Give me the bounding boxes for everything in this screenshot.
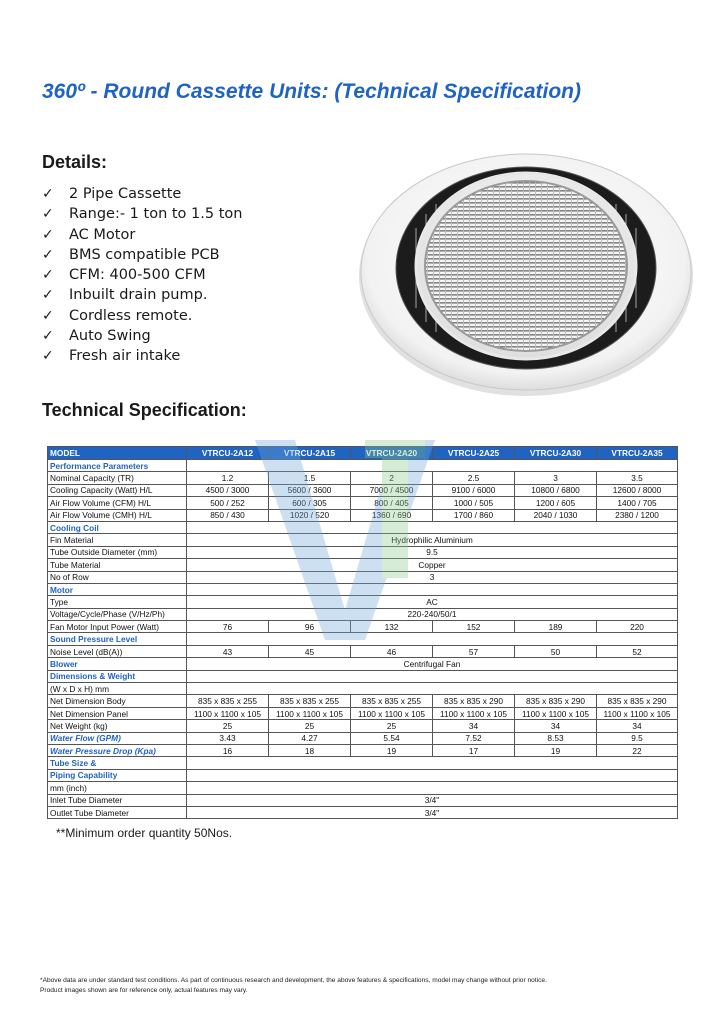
table-cell: 1700 / 860 xyxy=(433,509,515,521)
table-cell: 18 xyxy=(269,744,351,756)
table-cell: 50 xyxy=(515,645,597,657)
checkmark-icon: ✓ xyxy=(42,328,54,345)
table-cell: 12600 / 8000 xyxy=(597,484,678,496)
table-cell: 835 x 835 x 255 xyxy=(269,695,351,707)
row-label: Blower xyxy=(48,658,187,670)
table-cell: 132 xyxy=(351,621,433,633)
row-label: Tube Outside Diameter (mm) xyxy=(48,546,187,558)
table-cell: 835 x 835 x 255 xyxy=(187,695,269,707)
header-model: MODEL xyxy=(48,447,187,460)
details-item xyxy=(42,285,242,305)
table-row xyxy=(48,472,678,484)
details-item-text: BMS compatible PCB xyxy=(69,246,220,263)
details-item xyxy=(42,346,242,366)
table-row xyxy=(48,695,678,707)
details-item xyxy=(42,265,242,285)
details-item xyxy=(42,306,242,326)
header-model-6: VTRCU-2A35 xyxy=(597,447,678,460)
row-label: Fan Motor Input Power (Watt) xyxy=(48,621,187,633)
table-cell: 19 xyxy=(515,744,597,756)
footer-disclaimer xyxy=(40,976,690,996)
table-cell-span: 3/4" xyxy=(187,794,678,806)
table-cell-span: Copper xyxy=(187,559,678,571)
footer-line-2: Product images shown are for reference only, actual features may vary. xyxy=(40,987,248,994)
details-heading: Details: xyxy=(42,152,108,172)
table-cell: 57 xyxy=(433,645,515,657)
table-cell: 76 xyxy=(187,621,269,633)
row-label: Cooling Coil xyxy=(48,521,187,533)
table-body xyxy=(48,460,678,819)
table-cell: 22 xyxy=(597,744,678,756)
table-cell: 3.5 xyxy=(597,472,678,484)
table-cell: 835 x 835 x 290 xyxy=(515,695,597,707)
checkmark-icon: ✓ xyxy=(42,267,54,284)
round-cassette-unit-image xyxy=(356,148,696,398)
row-label: Nominal Capacity (TR) xyxy=(48,472,187,484)
table-cell-span xyxy=(187,460,678,472)
table-cell: 1000 / 505 xyxy=(433,497,515,509)
row-label: Water Pressure Drop (Kpa) xyxy=(48,744,187,756)
table-cell: 1.2 xyxy=(187,472,269,484)
table-cell: 600 / 305 xyxy=(269,497,351,509)
table-row xyxy=(48,460,678,472)
table-cell-span: Centrifugal Fan xyxy=(187,658,678,670)
details-item-text: Range:- 1 ton to 1.5 ton xyxy=(69,206,243,223)
table-cell: 500 / 252 xyxy=(187,497,269,509)
table-cell: 835 x 835 x 290 xyxy=(597,695,678,707)
row-label: Piping Capability xyxy=(48,769,187,781)
table-cell-span xyxy=(187,769,678,781)
table-cell: 5600 / 3600 xyxy=(269,484,351,496)
table-cell: 2380 / 1200 xyxy=(597,509,678,521)
table-cell: 19 xyxy=(351,744,433,756)
checkmark-icon: ✓ xyxy=(42,307,54,324)
table-cell: 3 xyxy=(515,472,597,484)
table-row xyxy=(48,782,678,794)
table-row xyxy=(48,757,678,769)
checkmark-icon: ✓ xyxy=(42,186,54,202)
table-row xyxy=(48,707,678,719)
row-label: Cooling Capacity (Watt) H/L xyxy=(48,484,187,496)
table-cell: 34 xyxy=(597,720,678,732)
details-item xyxy=(42,184,242,204)
table-cell: 2.5 xyxy=(433,472,515,484)
details-item-text: Cordless remote. xyxy=(69,307,193,324)
table-cell-span: AC xyxy=(187,596,678,608)
row-label: Tube Material xyxy=(48,559,187,571)
table-row xyxy=(48,732,678,744)
header-model-5: VTRCU-2A30 xyxy=(515,447,597,460)
header-model-4: VTRCU-2A25 xyxy=(433,447,515,460)
details-item xyxy=(42,225,242,245)
spec-heading: Technical Specification: xyxy=(42,400,247,420)
row-label: Net Dimension Body xyxy=(48,695,187,707)
table-cell: 1100 x 1100 x 105 xyxy=(515,707,597,719)
table-row xyxy=(48,645,678,657)
minimum-order-note: **Minimum order quantity 50Nos. xyxy=(56,826,233,840)
table-cell: 4500 / 3000 xyxy=(187,484,269,496)
details-item-text: 2 Pipe Cassette xyxy=(69,186,182,202)
table-cell: 3.43 xyxy=(187,732,269,744)
table-cell-span xyxy=(187,583,678,595)
table-cell: 7.52 xyxy=(433,732,515,744)
table-cell: 835 x 835 x 255 xyxy=(351,695,433,707)
row-label: Tube Size & xyxy=(48,757,187,769)
row-label: Net Weight (kg) xyxy=(48,720,187,732)
checkmark-icon: ✓ xyxy=(42,226,54,243)
row-label: Net Dimension Panel xyxy=(48,707,187,719)
row-label: Air Flow Volume (CFM) H/L xyxy=(48,497,187,509)
table-cell: 220 xyxy=(597,621,678,633)
details-item xyxy=(42,204,242,224)
table-row xyxy=(48,744,678,756)
footer-line-1: *Above data are under standard test conditions. As part of continuous research and development, the above features & specifications, model may change without prior notice. xyxy=(40,977,547,984)
table-row xyxy=(48,621,678,633)
row-label: No of Row xyxy=(48,571,187,583)
table-cell: 1100 x 1100 x 105 xyxy=(269,707,351,719)
table-cell: 16 xyxy=(187,744,269,756)
table-cell-span xyxy=(187,633,678,645)
table-cell: 4.27 xyxy=(269,732,351,744)
table-cell: 25 xyxy=(269,720,351,732)
table-cell: 1100 x 1100 x 105 xyxy=(187,707,269,719)
row-label: Performance Parameters xyxy=(48,460,187,472)
table-cell: 1100 x 1100 x 105 xyxy=(351,707,433,719)
table-cell: 96 xyxy=(269,621,351,633)
row-label: Fin Material xyxy=(48,534,187,546)
table-row xyxy=(48,769,678,781)
details-item xyxy=(42,326,242,346)
table-cell: 43 xyxy=(187,645,269,657)
row-label: Dimensions & Weight xyxy=(48,670,187,682)
table-cell: 1200 / 605 xyxy=(515,497,597,509)
row-label: Type xyxy=(48,596,187,608)
table-cell-span xyxy=(187,757,678,769)
table-row xyxy=(48,509,678,521)
row-label: Voltage/Cycle/Phase (V/Hz/Ph) xyxy=(48,608,187,620)
table-cell: 46 xyxy=(351,645,433,657)
table-row xyxy=(48,608,678,620)
table-row xyxy=(48,497,678,509)
details-item xyxy=(42,245,242,265)
table-row xyxy=(48,546,678,558)
table-row xyxy=(48,806,678,818)
table-cell: 9.5 xyxy=(597,732,678,744)
header-model-2: VTRCU-2A15 xyxy=(269,447,351,460)
row-label: Sound Pressure Level xyxy=(48,633,187,645)
table-cell: 25 xyxy=(351,720,433,732)
table-row xyxy=(48,633,678,645)
table-header-row xyxy=(48,447,678,460)
spec-table xyxy=(47,446,678,819)
details-item-text: CFM: 400-500 CFM xyxy=(69,267,206,284)
table-row xyxy=(48,534,678,546)
checkmark-icon: ✓ xyxy=(42,348,54,365)
row-label: Noise Level (dB(A)) xyxy=(48,645,187,657)
details-item-text: Fresh air intake xyxy=(69,348,181,365)
table-cell: 7000 / 4500 xyxy=(351,484,433,496)
row-label: mm (inch) xyxy=(48,782,187,794)
table-cell: 25 xyxy=(187,720,269,732)
table-row xyxy=(48,596,678,608)
table-row xyxy=(48,521,678,533)
table-cell: 52 xyxy=(597,645,678,657)
table-cell: 10800 / 6800 xyxy=(515,484,597,496)
table-cell: 850 / 430 xyxy=(187,509,269,521)
table-cell: 1020 / 520 xyxy=(269,509,351,521)
table-row xyxy=(48,583,678,595)
table-cell: 17 xyxy=(433,744,515,756)
table-cell: 5.54 xyxy=(351,732,433,744)
table-cell: 2040 / 1030 xyxy=(515,509,597,521)
table-cell: 1100 x 1100 x 105 xyxy=(597,707,678,719)
table-row xyxy=(48,794,678,806)
table-cell-span: 3/4" xyxy=(187,806,678,818)
details-item-text: AC Motor xyxy=(69,226,136,243)
table-cell: 189 xyxy=(515,621,597,633)
table-cell: 835 x 835 x 290 xyxy=(433,695,515,707)
header-model-1: VTRCU-2A12 xyxy=(187,447,269,460)
details-list xyxy=(42,184,242,367)
table-cell-span: Hydrophilic Aluminium xyxy=(187,534,678,546)
row-label: Motor xyxy=(48,583,187,595)
table-cell-span: 220-240/50/1 xyxy=(187,608,678,620)
page-title: 360º - Round Cassette Units: (Technical Specification) xyxy=(42,80,581,103)
table-cell: 9100 / 6000 xyxy=(433,484,515,496)
table-cell-span xyxy=(187,521,678,533)
table-cell: 8.53 xyxy=(515,732,597,744)
row-label: Outlet Tube Diameter xyxy=(48,806,187,818)
checkmark-icon: ✓ xyxy=(42,287,54,304)
table-cell: 152 xyxy=(433,621,515,633)
table-row xyxy=(48,683,678,695)
table-row xyxy=(48,720,678,732)
table-cell: 1400 / 705 xyxy=(597,497,678,509)
table-row xyxy=(48,658,678,670)
table-row xyxy=(48,670,678,682)
table-cell-span: 3 xyxy=(187,571,678,583)
table-cell: 1.5 xyxy=(269,472,351,484)
header-model-3: VTRCU-2A20 xyxy=(351,447,433,460)
details-item-text: Auto Swing xyxy=(69,328,151,345)
row-label: (W x D x H) mm xyxy=(48,683,187,695)
table-cell-span xyxy=(187,683,678,695)
checkmark-icon: ✓ xyxy=(42,246,54,263)
table-cell: 34 xyxy=(515,720,597,732)
table-cell-span xyxy=(187,782,678,794)
table-row xyxy=(48,571,678,583)
spec-table-wrapper xyxy=(47,446,677,819)
table-cell: 1360 / 690 xyxy=(351,509,433,521)
row-label: Air Flow Volume (CMH) H/L xyxy=(48,509,187,521)
row-label: Water Flow (GPM) xyxy=(48,732,187,744)
table-row xyxy=(48,484,678,496)
table-cell: 34 xyxy=(433,720,515,732)
table-cell: 2 xyxy=(351,472,433,484)
row-label: Inlet Tube Diameter xyxy=(48,794,187,806)
checkmark-icon: ✓ xyxy=(42,206,54,223)
table-cell: 45 xyxy=(269,645,351,657)
table-cell-span: 9.5 xyxy=(187,546,678,558)
details-item-text: Inbuilt drain pump. xyxy=(69,287,208,304)
table-cell-span xyxy=(187,670,678,682)
table-row xyxy=(48,559,678,571)
table-cell: 800 / 405 xyxy=(351,497,433,509)
table-cell: 1100 x 1100 x 105 xyxy=(433,707,515,719)
